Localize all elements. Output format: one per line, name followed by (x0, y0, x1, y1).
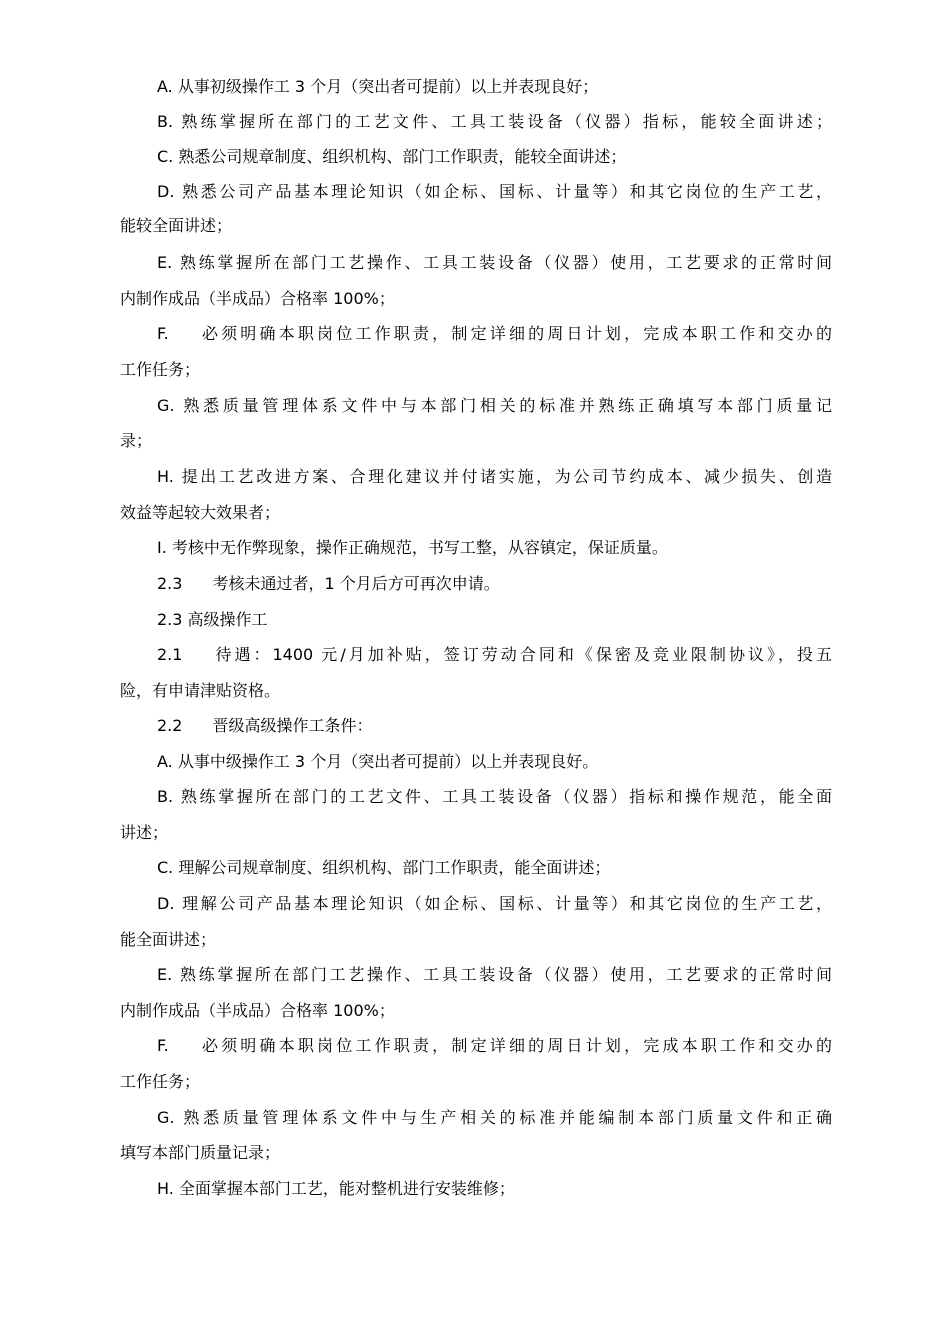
section-text: 晋级高级操作工条件： (212, 716, 373, 735)
item-f-intermediate-line1 (157, 323, 832, 345)
item-e-intermediate-line2: 内制作成品（半成品）合格率 100%； (120, 289, 395, 308)
section-number: 2.2 (157, 716, 183, 735)
item-f-text: 必须明确本职岗位工作职责，制定详细的周日计划，完成本职工作和交办的 (198, 1036, 832, 1055)
section-2-3-note (157, 573, 832, 595)
item-g-intermediate-line1: G. 熟悉质量管理体系文件中与本部门相关的标准并熟练正确填写本部门质量记 (157, 396, 832, 415)
item-c-senior: C. 理解公司规章制度、组织机构、部门工作职责，能全面讲述； (157, 858, 611, 877)
item-a-intermediate: A. 从事初级操作工 3 个月（突出者可提前）以上并表现良好； (157, 77, 599, 96)
item-f-intermediate-line2: 工作任务； (120, 360, 201, 379)
section-title-senior: 2.3 高级操作工 (157, 610, 268, 629)
section-text: 待遇：1400 元/月加补贴，签订劳动合同和《保密及竞业限制协议》，投五 (212, 645, 832, 664)
item-b-intermediate: B. 熟练掌握所在部门的工艺文件、工具工装设备（仪器）指标，能较全面讲述； (157, 112, 832, 131)
item-h-intermediate-line1: H. 提出工艺改进方案、合理化建议并付诸实施，为公司节约成本、减少损失、创造 (157, 467, 832, 486)
item-e-senior-line2: 内制作成品（半成品）合格率 100%； (120, 1001, 395, 1020)
item-f-label: F. (157, 1036, 169, 1055)
item-f-label: F. (157, 324, 169, 343)
section-2-1-line1 (157, 644, 832, 666)
item-b-senior-line2: 讲述； (120, 823, 169, 842)
item-c-intermediate: C. 熟悉公司规章制度、组织机构、部门工作职责，能较全面讲述； (157, 147, 627, 166)
item-b-senior-line1: B. 熟练掌握所在部门的工艺文件、工具工装设备（仪器）指标和操作规范，能全面 (157, 787, 832, 806)
item-f-senior-line1 (157, 1035, 832, 1057)
item-h-senior: H. 全面掌握本部门工艺，能对整机进行安装维修； (157, 1179, 515, 1198)
item-e-senior-line1: E. 熟练掌握所在部门工艺操作、工具工装设备（仪器）使用，工艺要求的正常时间 (157, 965, 832, 984)
section-2-2 (157, 715, 832, 737)
item-h-intermediate-line2: 效益等起较大效果者； (120, 503, 281, 522)
item-g-senior-line2: 填写本部门质量记录； (120, 1143, 281, 1162)
item-a-senior: A. 从事中级操作工 3 个月（突出者可提前）以上并表现良好。 (157, 752, 599, 771)
item-d-senior-line2: 能全面讲述； (120, 930, 217, 949)
item-g-intermediate-line2: 录； (120, 431, 153, 450)
section-2-1-line2: 险，有申请津贴资格。 (120, 681, 281, 700)
item-d-intermediate-line2: 能较全面讲述； (120, 216, 233, 235)
item-e-intermediate-line1: E. 熟练掌握所在部门工艺操作、工具工装设备（仪器）使用，工艺要求的正常时间 (157, 253, 832, 272)
item-g-senior-line1: G. 熟悉质量管理体系文件中与生产相关的标准并能编制本部门质量文件和正确 (157, 1108, 832, 1127)
item-d-senior-line1: D. 理解公司产品基本理论知识（如企标、国标、计量等）和其它岗位的生产工艺， (157, 894, 832, 913)
section-number: 2.1 (157, 645, 183, 664)
section-number: 2.3 (157, 574, 183, 593)
item-f-text: 必须明确本职岗位工作职责，制定详细的周日计划，完成本职工作和交办的 (198, 324, 832, 343)
item-f-senior-line2: 工作任务； (120, 1072, 201, 1091)
section-text: 考核未通过者，1 个月后方可再次申请。 (212, 574, 500, 593)
item-d-intermediate-line1: D. 熟悉公司产品基本理论知识（如企标、国标、计量等）和其它岗位的生产工艺， (157, 182, 832, 201)
item-i-intermediate: I. 考核中无作弊现象，操作正确规范，书写工整，从容镇定，保证质量。 (157, 538, 668, 557)
